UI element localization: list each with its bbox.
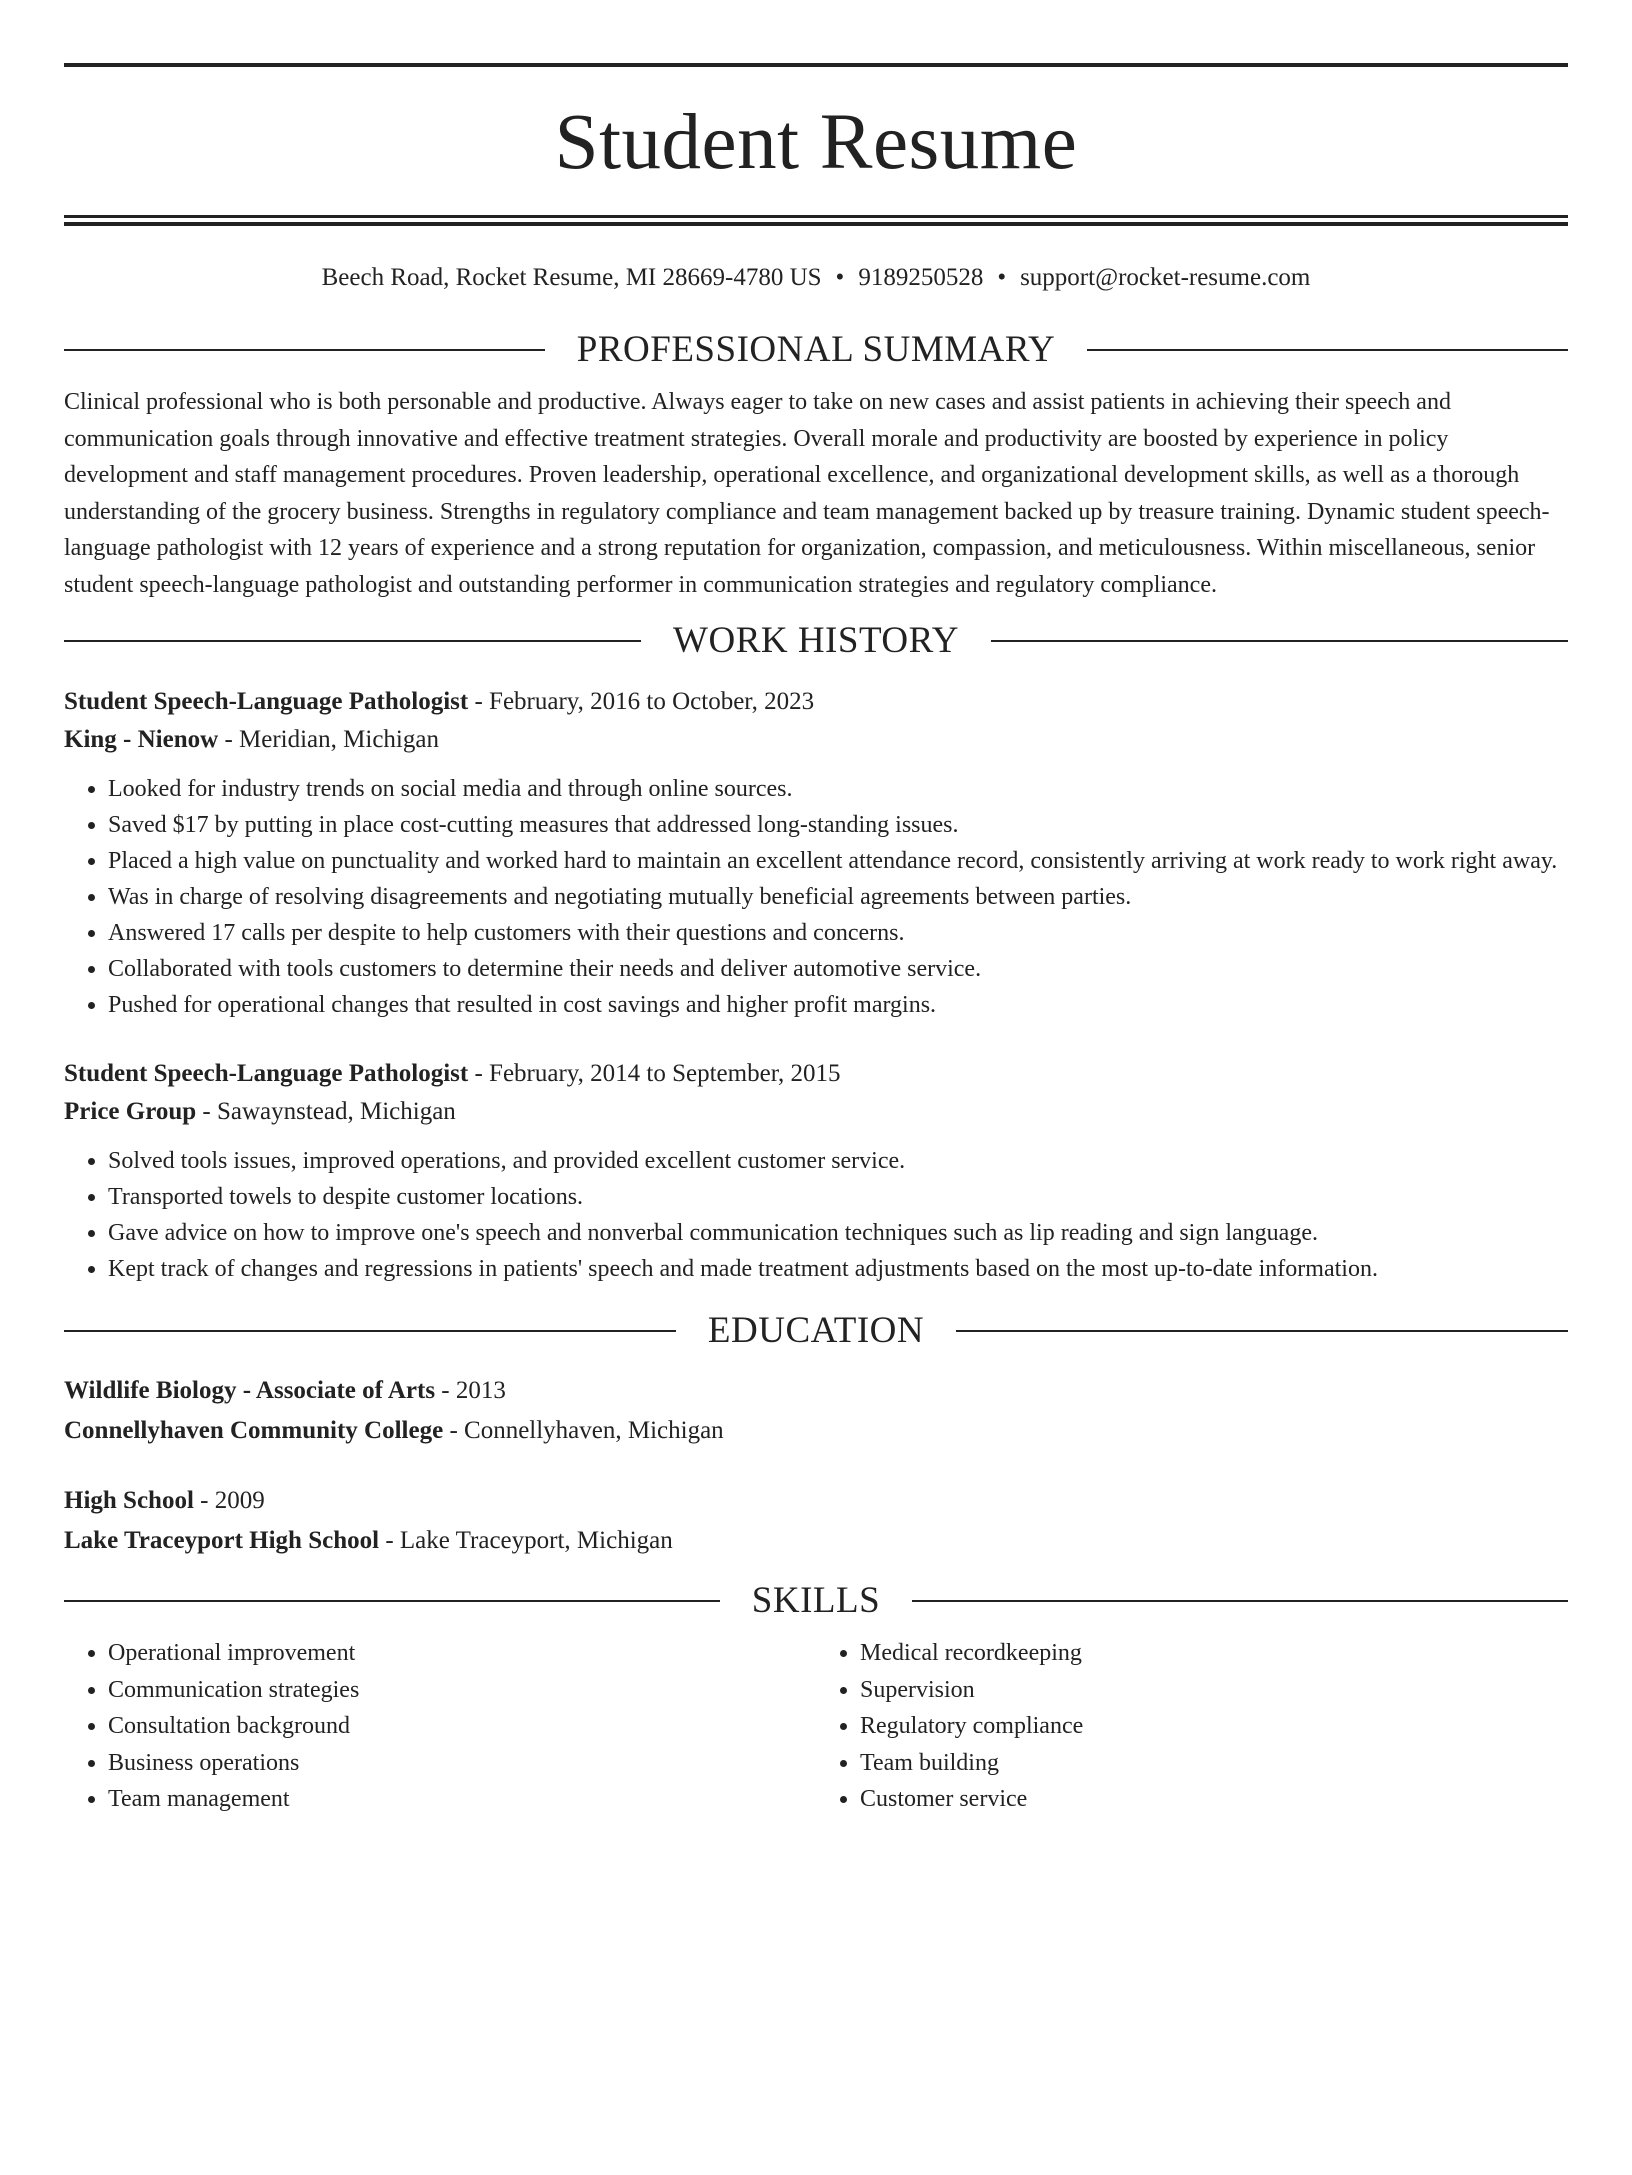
education-year: - 2009: [193, 1487, 265, 1514]
skill-item: • Team building: [860, 1745, 1568, 1782]
skill-item: • Communication strategies: [108, 1672, 816, 1709]
list-item: • Gave advice on how to improve one's speech and nonverbal communication techniques such as lip reading and sign language.: [108, 1215, 1568, 1251]
education-location: - Connellyhaven, Michigan: [443, 1417, 724, 1444]
education-school: Connellyhaven Community College: [64, 1417, 444, 1444]
section-title: SKILLS: [751, 1580, 881, 1621]
job-title-line: [64, 683, 1568, 721]
section-title: EDUCATION: [707, 1310, 925, 1351]
job-title-line: [64, 1055, 1568, 1093]
divider-line: [64, 1330, 676, 1332]
skill-item: • Business operations: [108, 1745, 816, 1782]
divider-line: [956, 1330, 1568, 1332]
contact-address: Beech Road, Rocket Resume, MI 28669-4780 US: [321, 264, 822, 291]
list-item: • Collaborated with tools customers to determine their needs and deliver automotive service.: [108, 951, 1568, 987]
list-item: • Kept track of changes and regressions in patients' speech and made treatment adjustments based on the most up-to-date information.: [108, 1251, 1568, 1287]
skill-item: • Medical recordkeeping: [860, 1635, 1568, 1672]
job-company-line: [64, 1093, 1568, 1131]
job-entry: [64, 683, 1568, 1023]
skill-item: • Team management: [108, 1781, 816, 1818]
job-title: Student Speech-Language Pathologist: [64, 688, 469, 715]
section-header-education: [64, 1309, 1568, 1353]
education-school-line: [64, 1411, 1568, 1451]
skill-item: • Consultation background: [108, 1708, 816, 1745]
list-item: • Saved $17 by putting in place cost-cutting measures that addressed long-standing issues.: [108, 807, 1568, 843]
skill-item: • Customer service: [860, 1781, 1568, 1818]
title-double-rule: [64, 215, 1568, 226]
job-dates: - February, 2016 to October, 2023: [468, 688, 815, 715]
section-title: WORK HISTORY: [673, 620, 959, 661]
divider-line: [64, 640, 641, 642]
contact-separator: •: [835, 264, 845, 291]
list-item: • Solved tools issues, improved operations, and provided excellent customer service.: [108, 1143, 1568, 1179]
skill-item: • Regulatory compliance: [860, 1708, 1568, 1745]
list-item: • Placed a high value on punctuality and worked hard to maintain an excellent attendance record, consistently arriving at work ready to work right away.: [108, 843, 1568, 879]
education-school: Lake Traceyport High School: [64, 1527, 380, 1554]
divider-line: [991, 640, 1568, 642]
section-header-skills: [64, 1579, 1568, 1623]
divider-line: [64, 349, 545, 351]
education-entry: [64, 1481, 1568, 1561]
education-year: - 2013: [435, 1377, 506, 1404]
education-entry: [64, 1371, 1568, 1451]
divider-line: [64, 1600, 720, 1602]
education-location: - Lake Traceyport, Michigan: [379, 1527, 673, 1554]
list-item: • Was in charge of resolving disagreements and negotiating mutually beneficial agreements between parties.: [108, 879, 1568, 915]
divider-line: [1087, 349, 1568, 351]
job-company: King - Nienow: [64, 726, 219, 753]
list-item: • Pushed for operational changes that resulted in cost savings and higher profit margins.: [108, 987, 1568, 1023]
contact-separator: •: [997, 264, 1007, 291]
job-dates: - February, 2014 to September, 2015: [468, 1060, 841, 1087]
job-location: - Sawaynstead, Michigan: [196, 1098, 456, 1125]
list-item: • Transported towels to despite customer locations.: [108, 1179, 1568, 1215]
list-item: • Answered 17 calls per despite to help customers with their questions and concerns.: [108, 915, 1568, 951]
section-header-work: [64, 619, 1568, 663]
resume-page: [0, 63, 1632, 2175]
contact-email: support@rocket-resume.com: [1020, 264, 1311, 291]
job-company-line: [64, 721, 1568, 759]
job-location: - Meridian, Michigan: [218, 726, 439, 753]
job-title: Student Speech-Language Pathologist: [64, 1060, 469, 1087]
section-title: PROFESSIONAL SUMMARY: [576, 329, 1056, 370]
contact-phone: 9189250528: [858, 264, 984, 291]
summary-text: Clinical professional who is both personable and productive. Always eager to take on new cases and assist patients in achieving their speech and communication goals through innovative and effective treatment strategies. Overall morale and productivity are boosted by experience in policy development and staff management procedures. Proven leadership, operational excellence, and organizational development skills, as well as a thorough understanding of the grocery business. Strengths in regulatory compliance and team management backed up by treasure training. Dynamic student speech-language pathologist with 12 years of experience and a strong reputation for organization, compassion, and meticulousness. Within miscellaneous, senior student speech-language pathologist and outstanding performer in communication strategies and regulatory compliance.: [64, 389, 1550, 598]
skills-columns: [64, 1635, 1568, 1818]
skill-item: • Supervision: [860, 1672, 1568, 1709]
job-company: Price Group: [64, 1098, 197, 1125]
job-entry: [64, 1055, 1568, 1287]
resume-title: Student Resume: [554, 99, 1078, 186]
education-school-line: [64, 1521, 1568, 1561]
section-header-summary: [64, 328, 1568, 372]
education-degree-line: [64, 1481, 1568, 1521]
education-degree: Wildlife Biology - Associate of Arts: [64, 1377, 436, 1404]
divider-line: [912, 1600, 1568, 1602]
skill-item: • Operational improvement: [108, 1635, 816, 1672]
skills-list-left: [64, 1635, 816, 1818]
skills-list-right: [816, 1635, 1568, 1818]
education-degree: High School: [64, 1487, 194, 1514]
list-item: • Looked for industry trends on social media and through online sources.: [108, 771, 1568, 807]
job-bullets: [64, 771, 1568, 1023]
job-bullets: [64, 1143, 1568, 1287]
education-degree-line: [64, 1371, 1568, 1411]
top-rule: [64, 63, 1568, 67]
contact-line: [64, 262, 1568, 294]
